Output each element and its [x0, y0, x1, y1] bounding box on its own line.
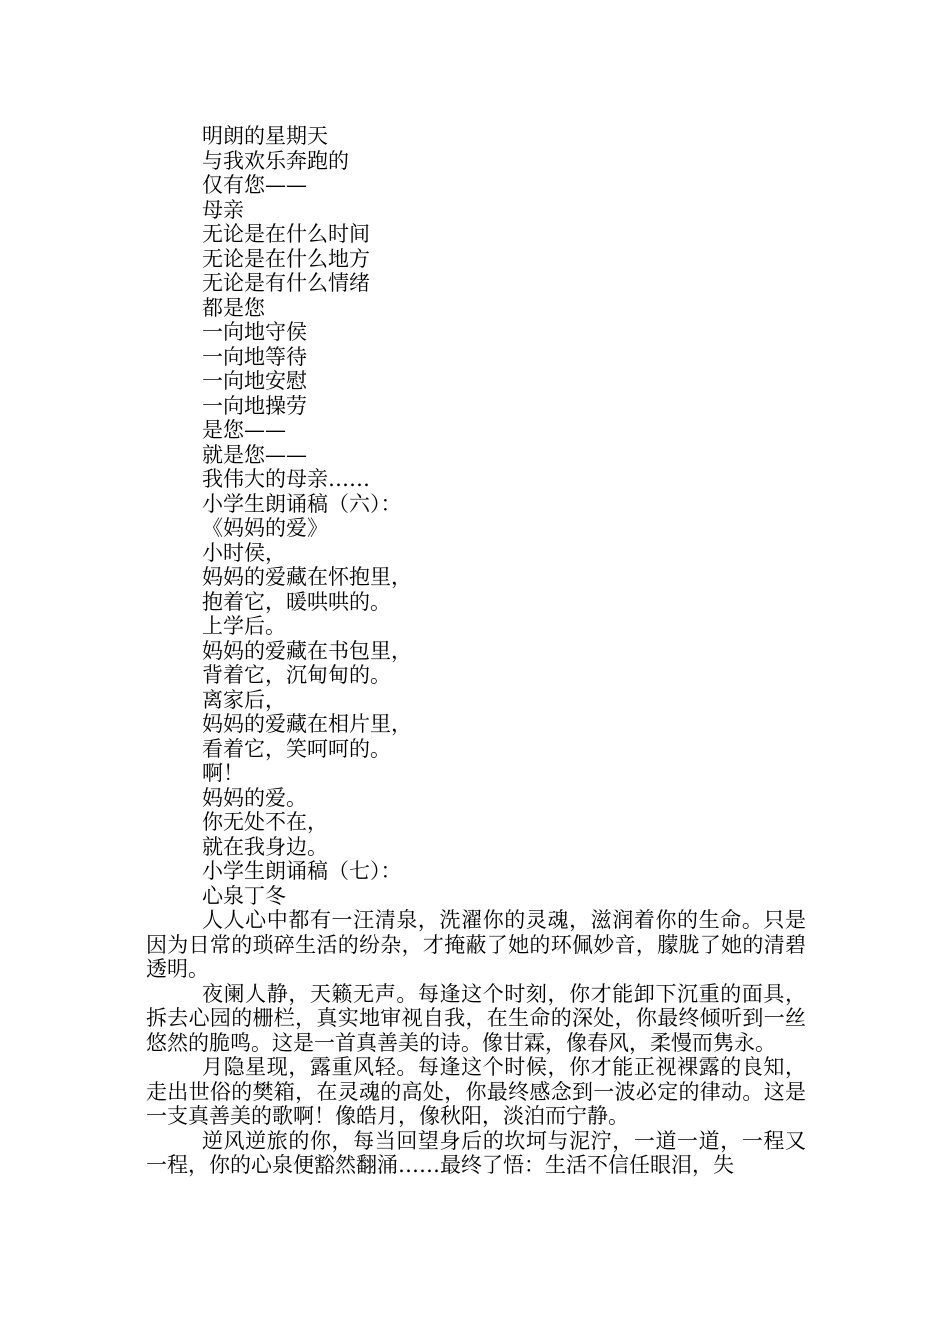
essay-paragraph: 夜阑人静，天籁无声。每逢这个时刻，你才能卸下沉重的面具，拆去心园的栅栏，真实地审视自我，在生命的深处，你最终倾听到一丝悠然的脆鸣。这是一首真善美的诗。像甘霖，像春风，柔慢而隽永。 — [146, 981, 806, 1055]
poem-line: 一向地等待 — [202, 344, 307, 369]
poem-line: 妈妈的爱藏在相片里， — [202, 712, 412, 736]
poem-line: 无论是在什么时间 — [202, 222, 370, 246]
poem-line: 妈妈的爱藏在怀抱里， — [202, 565, 412, 589]
poem-line: 背着它，沉甸甸的。 — [202, 663, 391, 687]
poem-line: 就在我身边。 — [202, 834, 328, 859]
poem-line: 啊！ — [202, 761, 244, 785]
poem-line: 明朗的星期天 — [202, 124, 328, 148]
poem-line: 是您—— — [202, 418, 286, 442]
poem-line: 无论是在什么地方 — [202, 246, 370, 271]
poem-line: 看着它，笑呵呵的。 — [202, 736, 391, 761]
essay-title: 心泉丁冬 — [202, 883, 286, 908]
poem-line: 妈妈的爱。 — [202, 785, 307, 810]
poem-line: 抱着它，暖哄哄的。 — [202, 589, 391, 614]
poem-line: 你无处不在， — [202, 810, 328, 834]
poem-line: 一向地操劳 — [202, 393, 307, 418]
section-heading: 小学生朗诵稿（六）： — [202, 491, 402, 516]
poem-line: 就是您—— — [202, 442, 307, 467]
poem-line: 上学后。 — [202, 614, 286, 638]
poem-line: 一向地安慰 — [202, 369, 307, 393]
poem-line: 无论是有什么情绪 — [202, 271, 370, 295]
essay-paragraph: 月隐星现，露重风轻。每逢这个时候，你才能正视裸露的良知，走出世俗的樊箱，在灵魂的高处，你最终感念到一波必定的律动。这是一支真善美的歌啊！像皓月，像秋阳，淡泊而宁静。 — [146, 1055, 806, 1128]
poem-line: 一向地守侯 — [202, 320, 307, 344]
essay-paragraph: 人人心中都有一汪清泉，洗濯你的灵魂，滋润着你的生命。只是因为日常的琐碎生活的纷杂，才掩蔽了她的环佩妙音，朦胧了她的清碧透明。 — [146, 908, 806, 981]
poem-line: 妈妈的爱藏在书包里， — [202, 638, 412, 663]
document-body — [146, 124, 806, 1178]
poem-line: 与我欢乐奔跑的 — [202, 148, 349, 173]
poem-line: 仅有您—— — [202, 173, 307, 197]
poem-line: 我伟大的母亲…… — [202, 467, 370, 491]
essay-paragraph: 逆风逆旅的你，每当回望身后的坎坷与泥泞，一道一道，一程又一程，你的心泉便豁然翻涌……最终了悟：生活不信任眼泪，失 — [146, 1128, 806, 1177]
poem-line: 母亲 — [202, 197, 244, 222]
poem-title: 《妈妈的爱》 — [202, 516, 328, 540]
poem-line: 都是您 — [202, 295, 265, 320]
section-heading: 小学生朗诵稿（七）： — [202, 859, 402, 883]
poem-line: 离家后， — [202, 687, 286, 712]
poem-line: 小时侯， — [202, 540, 286, 565]
